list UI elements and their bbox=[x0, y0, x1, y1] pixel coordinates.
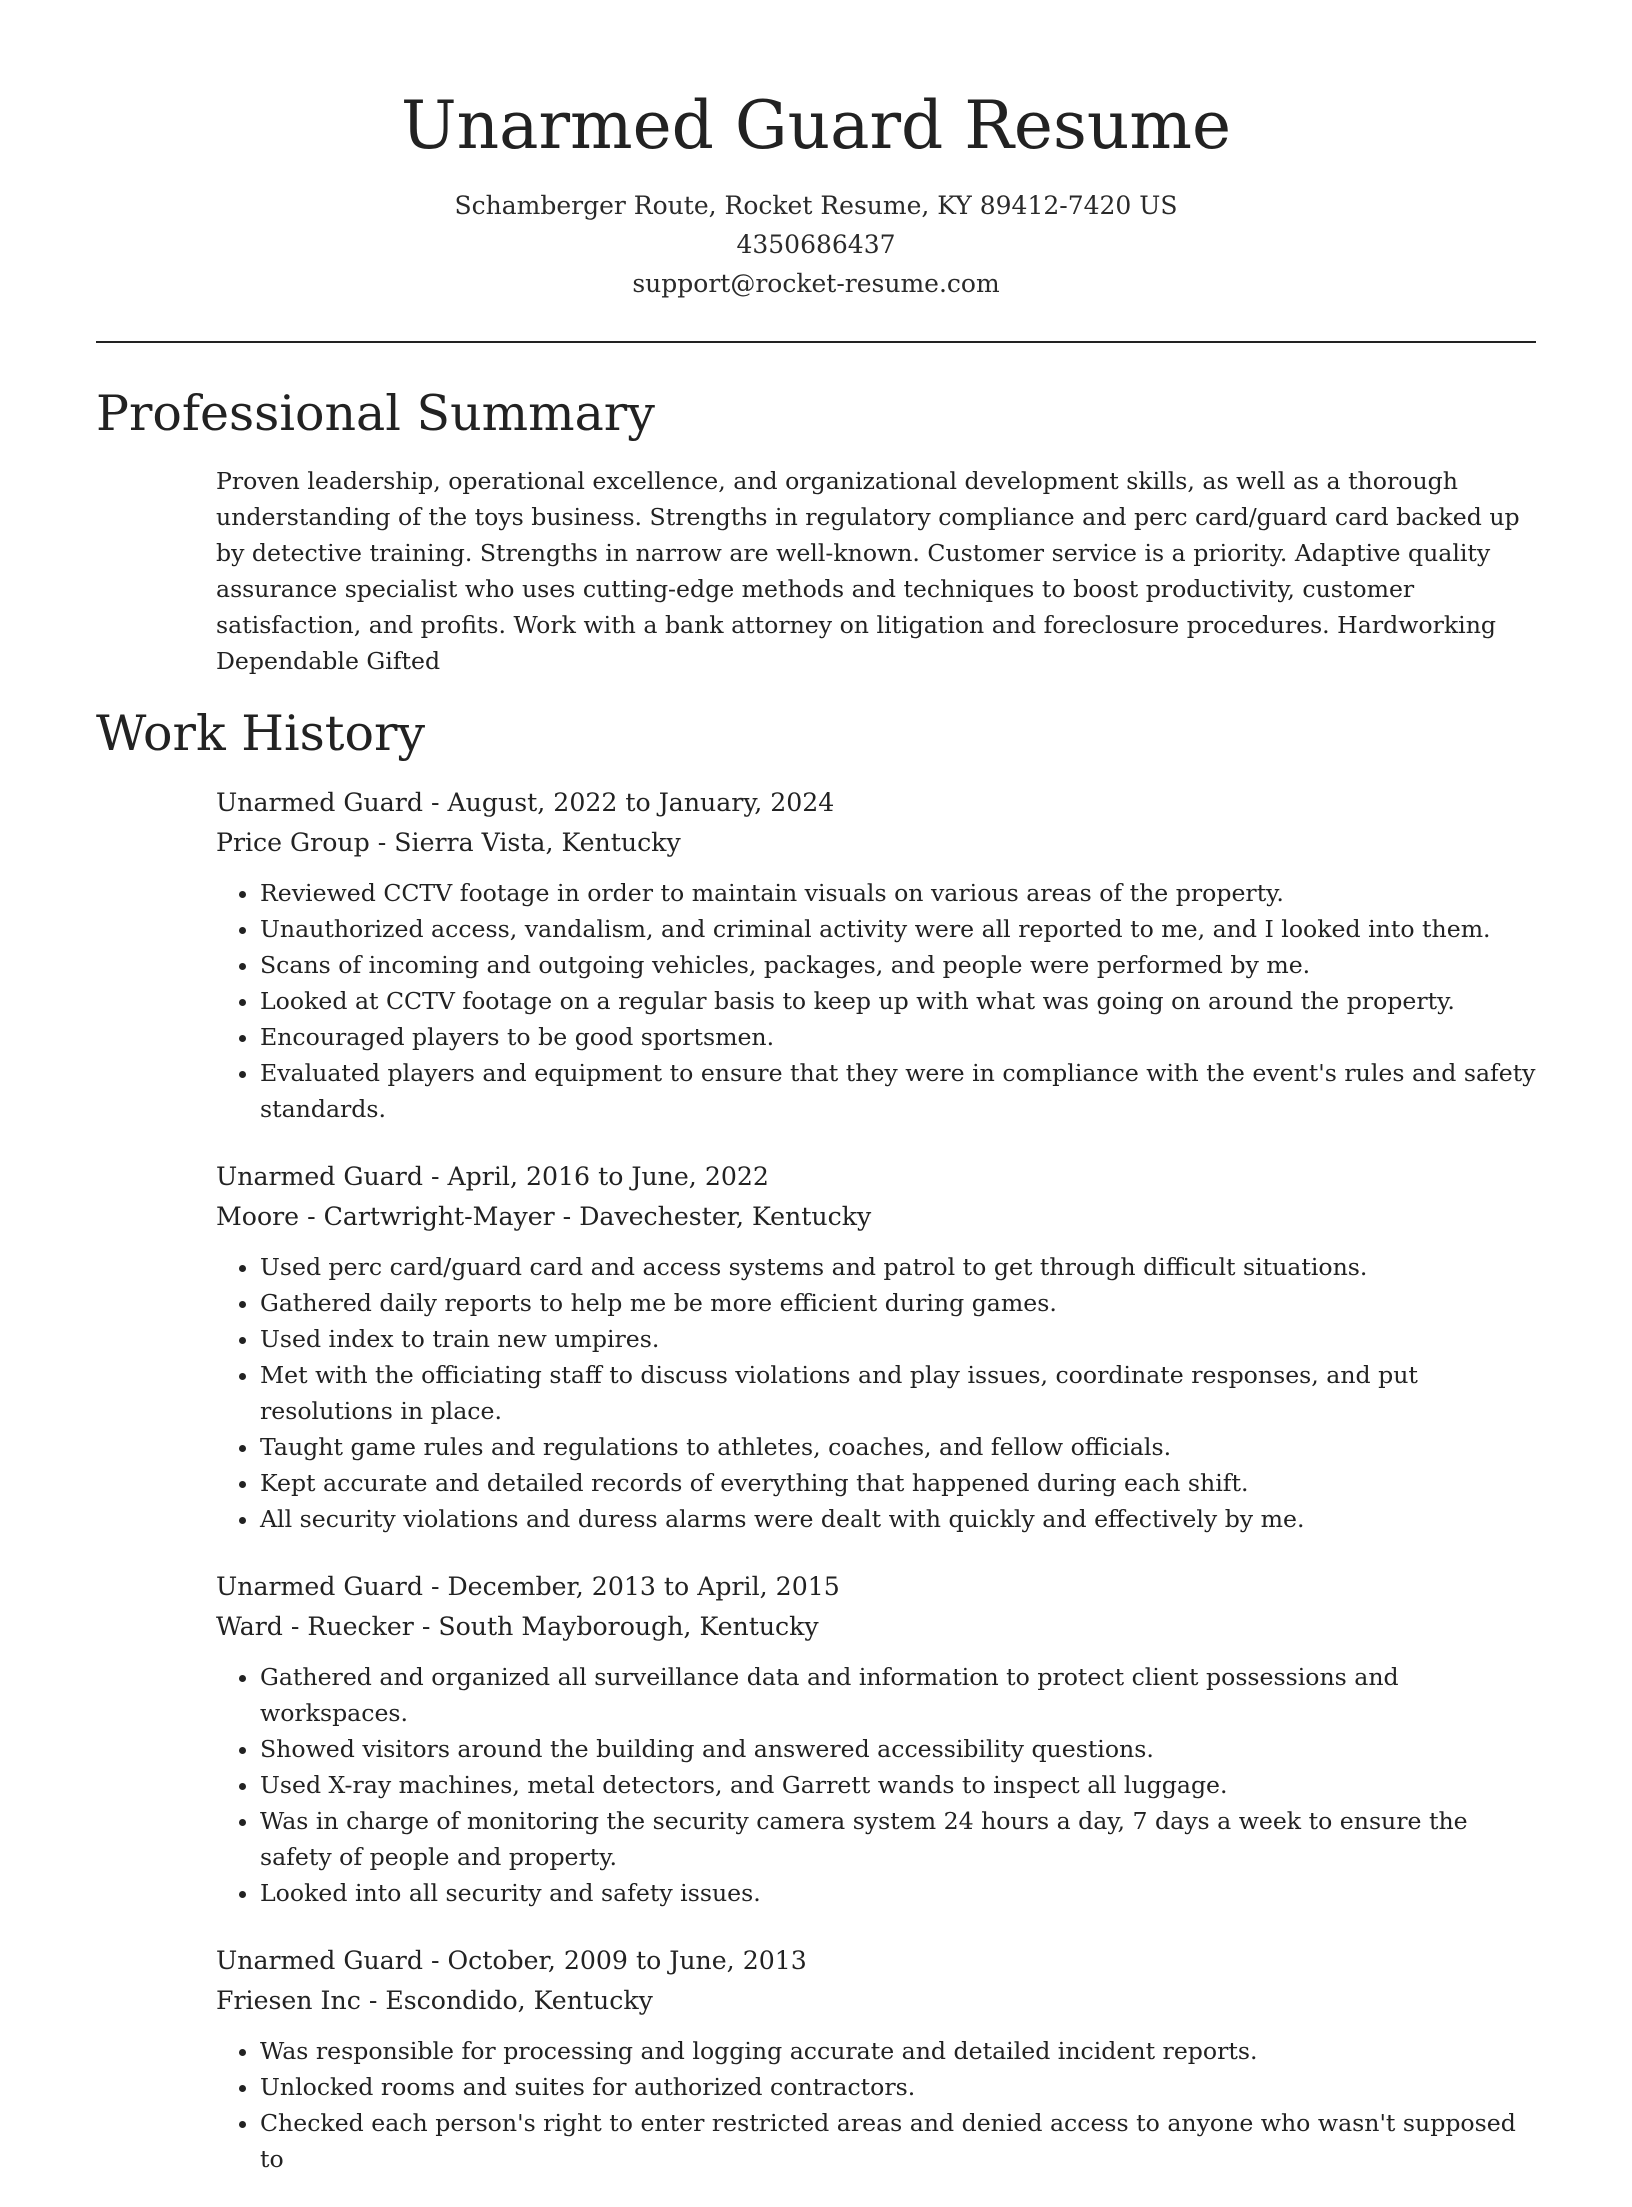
job-bullet: • Unauthorized access, vandalism, and criminal activity were all reported to me, and I looked into them. bbox=[260, 911, 1540, 947]
job-company-line bbox=[216, 823, 1540, 863]
job-bullet-list bbox=[216, 2033, 1540, 2177]
job-bullet: • Encouraged players to be good sportsmen. bbox=[260, 1019, 1540, 1055]
work-history-list bbox=[216, 783, 1540, 2207]
job-bullet: • Reviewed CCTV footage in order to maintain visuals on various areas of the property. bbox=[260, 875, 1540, 911]
job-dates: December, 2013 to April, 2015 bbox=[447, 1572, 840, 1601]
job-bullet: • Met with the officiating staff to discuss violations and play issues, coordinate responses, and put resolutions in place. bbox=[260, 1357, 1540, 1429]
job-company-line bbox=[216, 1981, 1540, 2021]
job-dates: August, 2022 to January, 2024 bbox=[447, 788, 835, 817]
separator: - bbox=[422, 1572, 448, 1601]
job-bullet: • Was responsible for processing and logging accurate and detailed incident reports. bbox=[260, 2033, 1540, 2069]
job-dates: October, 2009 to June, 2013 bbox=[447, 1946, 807, 1975]
address-text: Schamberger Route, Rocket Resume, KY 89412-7420 US bbox=[454, 191, 1178, 220]
work-history-heading: Work History bbox=[96, 705, 426, 762]
job-title-line bbox=[216, 1157, 1540, 1197]
job-bullet: • Evaluated players and equipment to ensure that they were in compliance with the event's rules and safety standards. bbox=[260, 1055, 1540, 1127]
job-bullet: • Checked each person's right to enter restricted areas and denied access to anyone who wasn't supposed to bbox=[260, 2105, 1540, 2177]
summary-heading: Professional Summary bbox=[96, 385, 655, 442]
job-bullet: • Used index to train new umpires. bbox=[260, 1321, 1540, 1357]
job-bullet: • Was in charge of monitoring the security camera system 24 hours a day, 7 days a week to ensure the safety of people and property. bbox=[260, 1803, 1540, 1875]
job-bullet-list bbox=[216, 1249, 1540, 1537]
header-divider bbox=[96, 341, 1536, 343]
job-title: Unarmed Guard bbox=[216, 1572, 423, 1601]
company-name: Price Group bbox=[216, 828, 370, 857]
separator: - bbox=[422, 788, 448, 817]
job-bullet: • Unlocked rooms and suites for authorized contractors. bbox=[260, 2069, 1540, 2105]
job-bullet: • Looked into all security and safety issues. bbox=[260, 1875, 1540, 1911]
job-bullet: • Used perc card/guard card and access systems and patrol to get through difficult situations. bbox=[260, 1249, 1540, 1285]
job-bullet: • Gathered and organized all surveillance data and information to protect client possessions and workspaces. bbox=[260, 1659, 1540, 1731]
job-title: Unarmed Guard bbox=[216, 788, 423, 817]
job-entry bbox=[216, 1157, 1540, 1537]
summary-text: Proven leadership, operational excellence, and organizational development skills, as well as a thorough understanding of the toys business. Strengths in regulatory compliance and perc card/guard card backed up by detective training. Strengths in narrow are well-known. Customer service is a priority. Adaptive quality assurance specialist who uses cutting-edge methods and techniques to boost productivity, customer satisfaction, and profits. Work with a bank attorney on litigation and foreclosure procedures. Hardworking Dependable Gifted bbox=[216, 467, 1520, 675]
job-title: Unarmed Guard bbox=[216, 1162, 423, 1191]
job-bullet: • Gathered daily reports to help me be more efficient during games. bbox=[260, 1285, 1540, 1321]
job-entry bbox=[216, 783, 1540, 1127]
job-dates: April, 2016 to June, 2022 bbox=[447, 1162, 769, 1191]
separator: - bbox=[422, 1162, 448, 1191]
job-bullet: • Used X-ray machines, metal detectors, and Garrett wands to inspect all luggage. bbox=[260, 1767, 1540, 1803]
company-name: Ward - Ruecker bbox=[216, 1612, 414, 1641]
separator: - bbox=[422, 1946, 448, 1975]
company-name: Friesen Inc bbox=[216, 1986, 361, 2015]
job-location: Sierra Vista, Kentucky bbox=[394, 828, 681, 857]
separator: - bbox=[369, 828, 395, 857]
resume-header bbox=[96, 84, 1536, 303]
separator: - bbox=[554, 1202, 580, 1231]
job-company-line bbox=[216, 1607, 1540, 1647]
job-bullet-list bbox=[216, 875, 1540, 1127]
job-bullet: • Scans of incoming and outgoing vehicles, packages, and people were performed by me. bbox=[260, 947, 1540, 983]
separator: - bbox=[360, 1986, 386, 2015]
contact-info bbox=[96, 186, 1536, 303]
job-title: Unarmed Guard bbox=[216, 1946, 423, 1975]
email-text: support@rocket-resume.com bbox=[632, 269, 1000, 298]
separator: - bbox=[413, 1612, 439, 1641]
job-title-line bbox=[216, 783, 1540, 823]
job-bullet: • Taught game rules and regulations to athletes, coaches, and fellow officials. bbox=[260, 1429, 1540, 1465]
job-title-line bbox=[216, 1567, 1540, 1607]
company-name: Moore - Cartwright-Mayer bbox=[216, 1202, 555, 1231]
job-location: South Mayborough, Kentucky bbox=[438, 1612, 819, 1641]
job-location: Davechester, Kentucky bbox=[579, 1202, 872, 1231]
job-bullet: • Kept accurate and detailed records of everything that happened during each shift. bbox=[260, 1465, 1540, 1501]
job-entry bbox=[216, 1567, 1540, 1911]
job-location: Escondido, Kentucky bbox=[385, 1986, 653, 2015]
page-title: Unarmed Guard Resume bbox=[400, 87, 1232, 164]
job-bullet: • Looked at CCTV footage on a regular basis to keep up with what was going on around the property. bbox=[260, 983, 1540, 1019]
job-bullet-list bbox=[216, 1659, 1540, 1911]
job-bullet: • All security violations and duress alarms were dealt with quickly and effectively by me. bbox=[260, 1501, 1540, 1537]
job-entry bbox=[216, 1941, 1540, 2177]
job-title-line bbox=[216, 1941, 1540, 1981]
job-bullet: • Showed visitors around the building and answered accessibility questions. bbox=[260, 1731, 1540, 1767]
job-company-line bbox=[216, 1197, 1540, 1237]
phone-text: 4350686437 bbox=[736, 230, 896, 259]
